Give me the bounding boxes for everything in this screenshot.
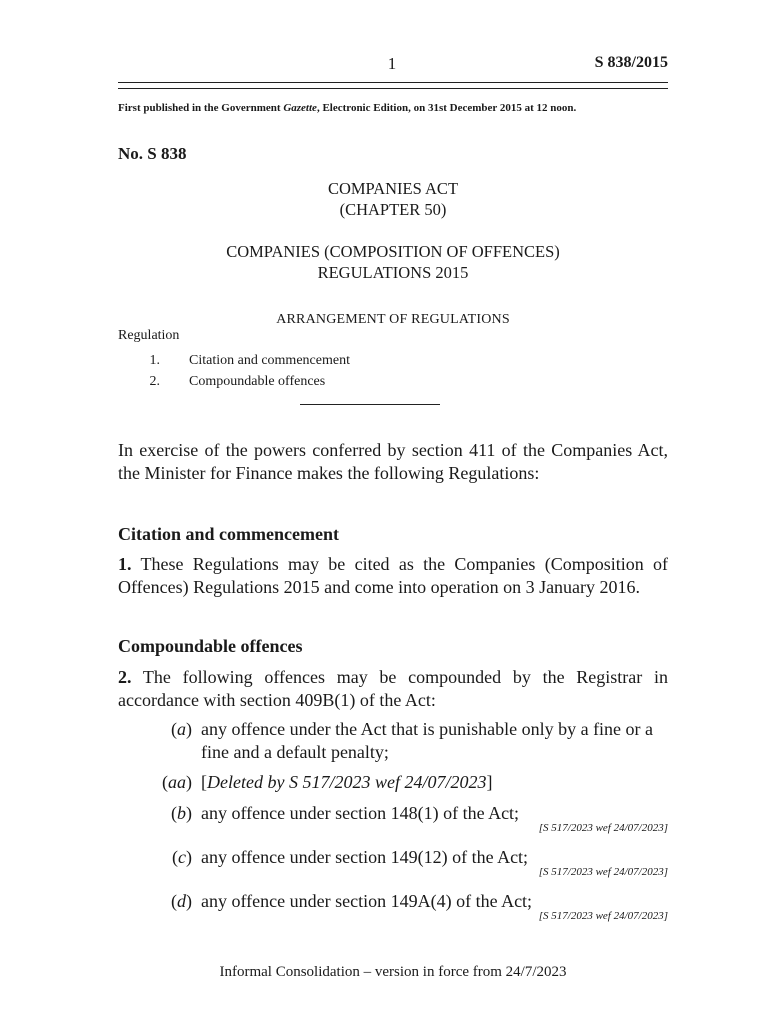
offence-label: (d): [171, 891, 192, 911]
offence-label: (b): [171, 803, 192, 823]
header-rule-second: [118, 88, 668, 89]
toc-item[interactable]: [118, 350, 350, 371]
offence-text: any offence under the Act that is punishable only by a fine or a fine and a default penalty;: [201, 719, 654, 762]
section-heading-citation: Citation and commencement: [118, 524, 339, 544]
regulation-column-label: Regulation: [118, 328, 180, 343]
amendment-note: [S 517/2023 wef 24/07/2023]: [538, 910, 668, 922]
toc-item-number: 2.: [149, 374, 160, 389]
offence-text: any offence under section 149A(4) of the Act;: [201, 891, 533, 911]
toc-separator: [300, 404, 440, 405]
amendment-note: [S 517/2023 wef 24/07/2023]: [538, 866, 668, 878]
act-title-line: COMPANIES ACT: [327, 179, 459, 198]
gazette-number: S 838/2015: [594, 54, 668, 71]
offence-label: (aa): [162, 772, 192, 792]
offence-deleted-text: [Deleted by S 517/2023 wef 24/07/2023]: [201, 772, 493, 792]
offence-text: any offence under section 149(12) of the Act;: [201, 847, 529, 867]
regulations-title-line-1: COMPANIES (COMPOSITION OF OFFENCES): [226, 242, 560, 261]
page-number: 1: [387, 54, 397, 73]
regulations-title: [118, 241, 668, 283]
offence-item: [118, 718, 668, 764]
act-title: [118, 178, 668, 220]
enacting-preamble: In exercise of the powers conferred by section 411 of the Companies Act, the Minister for Finance makes the following Regulations:: [118, 440, 668, 483]
section-1-text: 1. These Regulations may be cited as the Companies (Composition of Offences) Regulations 2015 and come into operation on 3 January 2016.: [118, 554, 668, 597]
offence-item: [118, 890, 668, 922]
toc-item[interactable]: [118, 371, 350, 392]
amendment-note: [S 517/2023 wef 24/07/2023]: [538, 822, 668, 834]
regulations-title-line-2: REGULATIONS 2015: [317, 263, 469, 282]
legislation-number: No. S 838: [118, 144, 187, 163]
table-of-contents: [118, 350, 350, 392]
act-chapter-line: (CHAPTER 50): [339, 200, 447, 219]
offence-item: [118, 846, 668, 878]
offence-item: [118, 771, 668, 794]
toc-item-number: 1.: [149, 353, 160, 368]
offence-label: (a): [171, 719, 192, 739]
section-number: 1.: [118, 554, 132, 574]
section-2-text: 2. The following offences may be compounded by the Registrar in accordance with section 409B(1) of the Act:: [118, 667, 668, 710]
consolidation-footer: Informal Consolidation – version in force from 24/7/2023: [219, 964, 567, 980]
section-number: 2.: [118, 667, 132, 687]
header-rule: [118, 82, 668, 83]
offence-text: any offence under section 148(1) of the Act;: [201, 803, 520, 823]
gazette-word: Gazette: [283, 102, 317, 114]
offence-label: (c): [172, 847, 192, 867]
arrangement-title: ARRANGEMENT OF REGULATIONS: [276, 312, 510, 327]
toc-item-text: Citation and commencement: [189, 353, 350, 368]
toc-item-text: Compoundable offences: [189, 374, 326, 389]
section-heading-compoundable: Compoundable offences: [118, 636, 303, 656]
deleted-note: Deleted by S 517/2023 wef 24/07/2023: [207, 772, 487, 792]
publication-line: First published in the Government Gazette, Electronic Edition, on 31st December 2015 at 12 noon.: [118, 102, 577, 114]
offence-item: [118, 802, 668, 834]
